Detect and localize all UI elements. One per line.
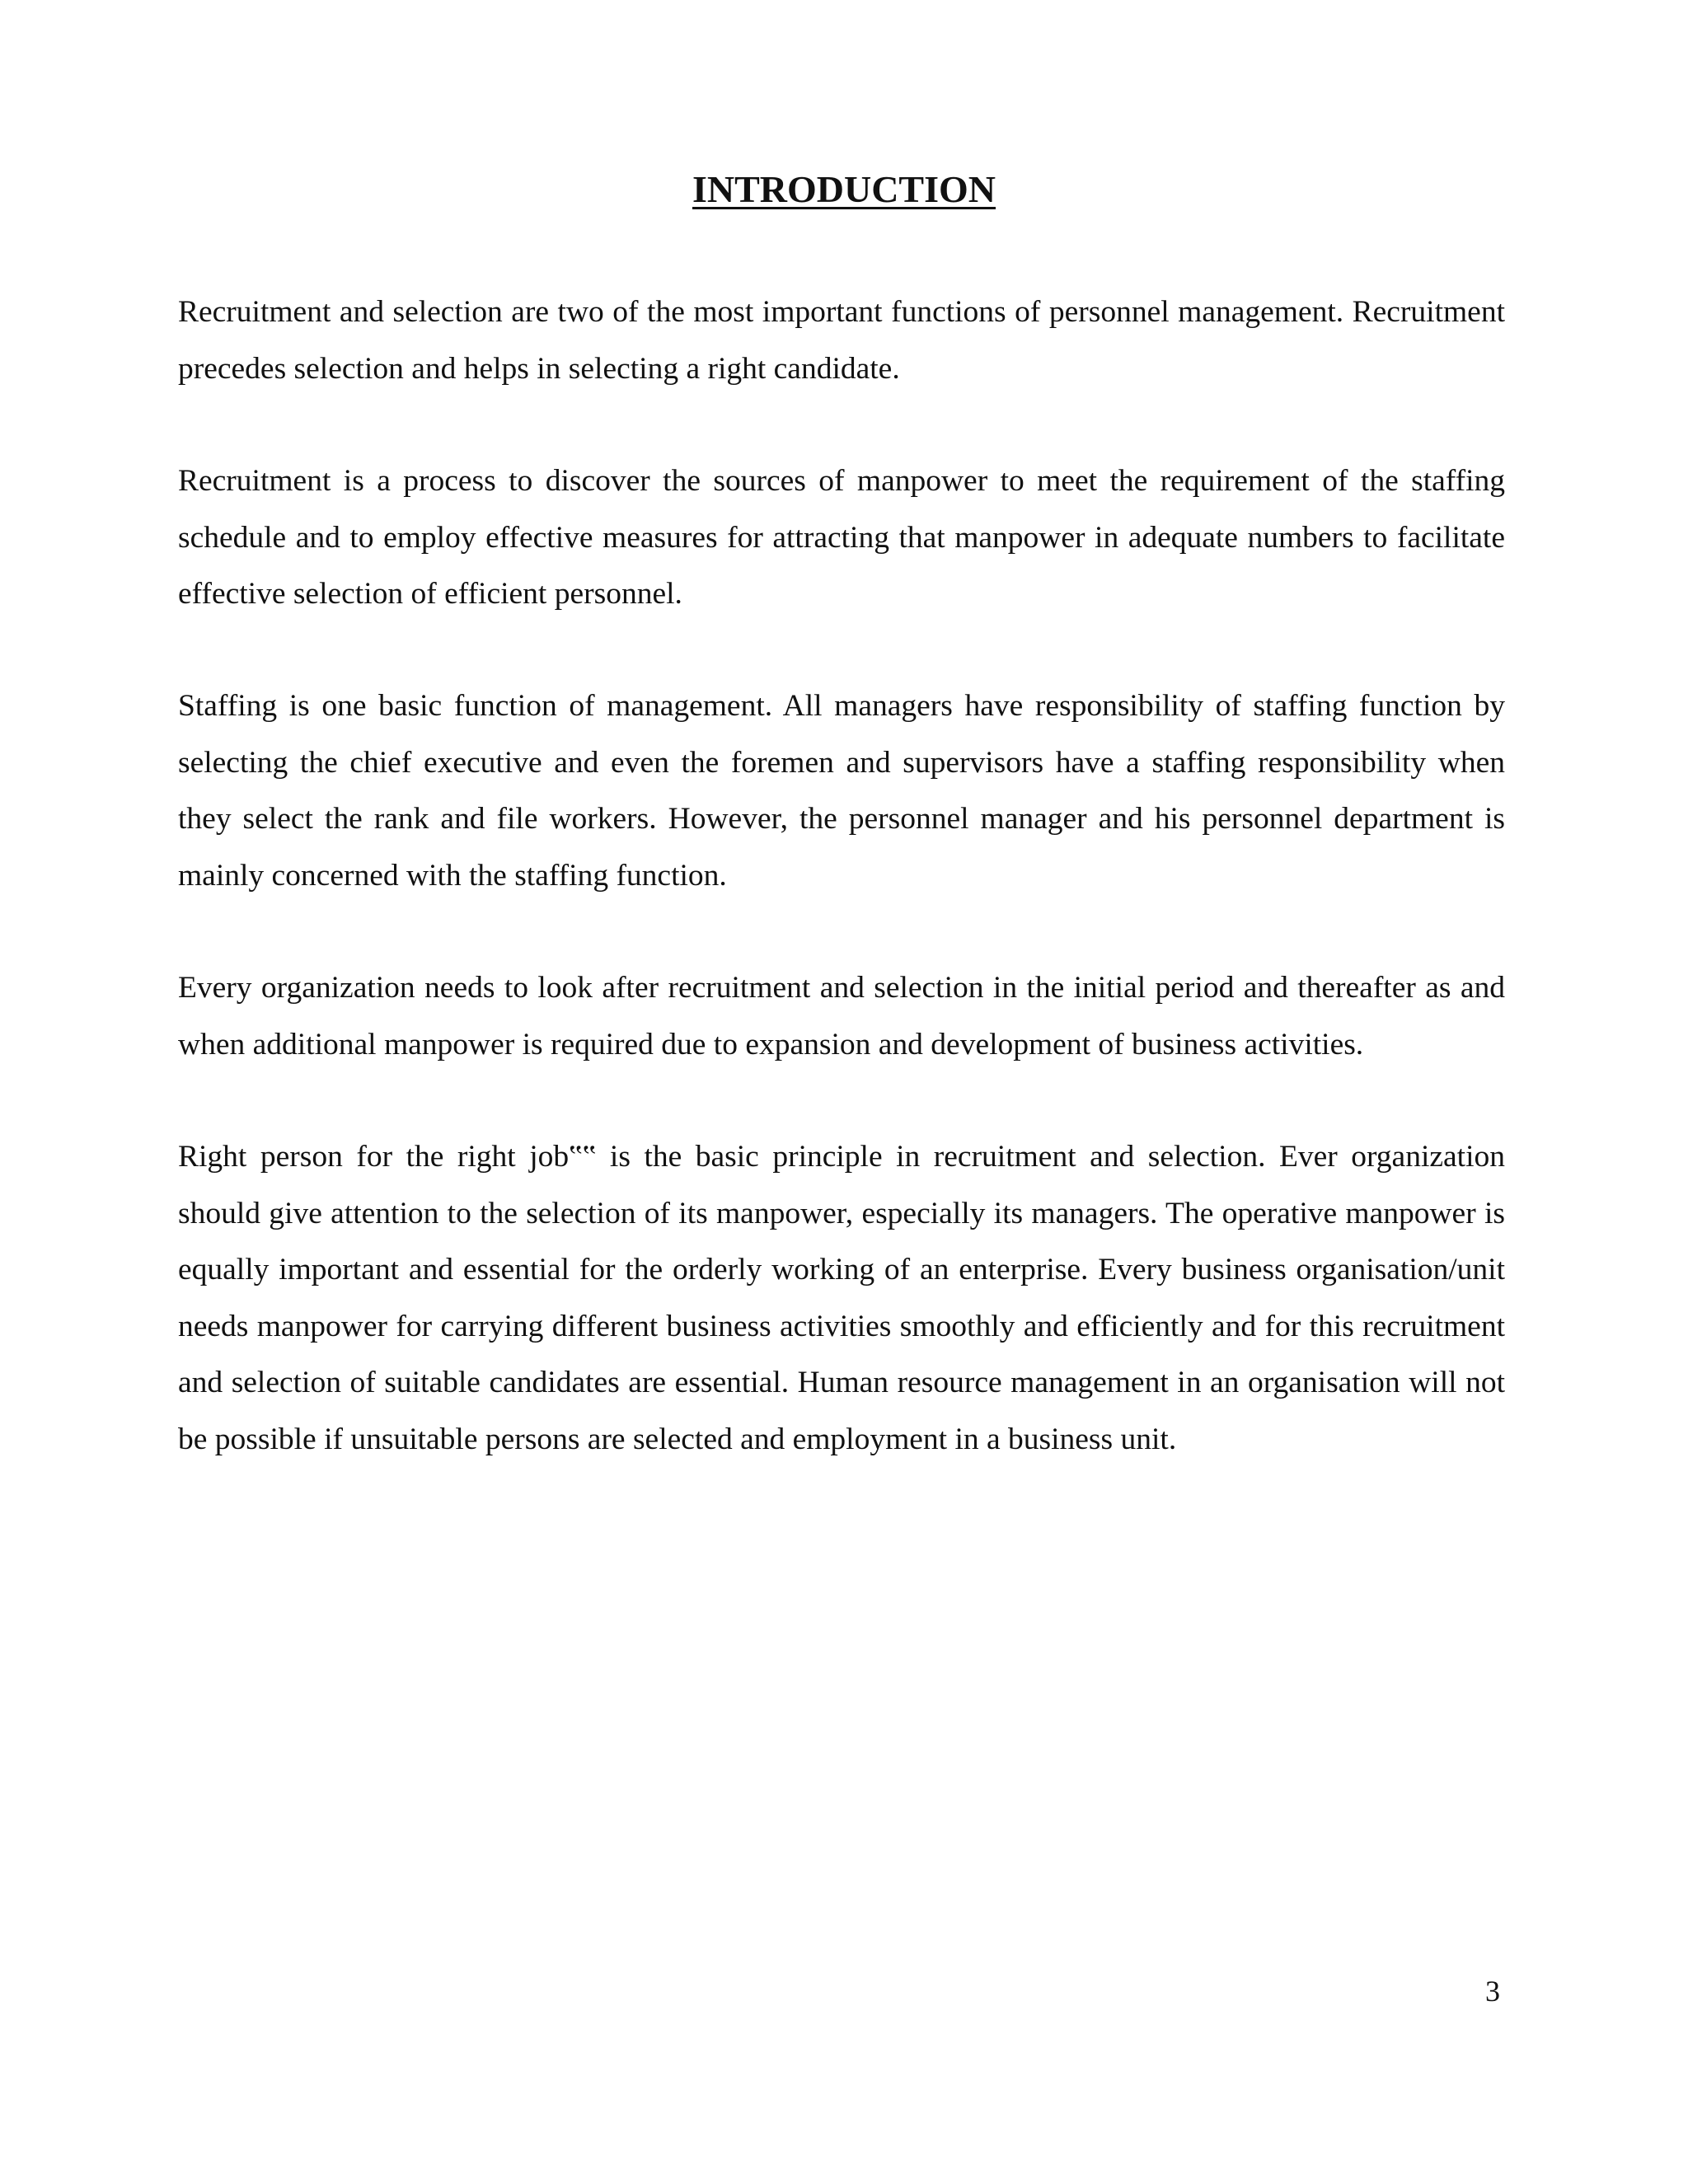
paragraph-4: Every organization needs to look after recruitment and selection in the initial period and thereafter as and when additional manpower is required due to expansion and development of business activities. (178, 971, 1505, 1062)
paragraph-5: Right person for the right job‟‟ is the basic principle in recruitment and selection. Ever organization should give attention to the selection of its manpower, especially its managers. The operative manpower is equally important and essential for the orderly working of an enterprise. Every business organisation/unit needs manpower for carrying different business activities smoothly and efficiently and for this recruitment and selection of suitable candidates are essential. Human resource management in an organisation will not be possible if unsuitable persons are selected and employment in a business unit. (178, 1140, 1505, 1456)
paragraph-3: Staffing is one basic function of management. All managers have responsibility of staffing function by selecting the chief executive and even the foremen and supervisors have a staffing responsibility when they select the rank and file workers. However, the personnel manager and his personnel department is mainly concerned with the staffing function. (178, 689, 1505, 893)
page-number: 3 (1485, 1975, 1500, 2008)
paragraph-2: Recruitment is a process to discover the sources of manpower to meet the requirement of the staffing schedule and to employ effective measures for attracting that manpower in adequate numbers to facilitate effective selection of efficient personnel. (178, 464, 1505, 611)
page-title: INTRODUCTION (692, 168, 996, 210)
paragraph-1: Recruitment and selection are two of the most important functions of personnel management. Recruitment precedes selection and helps in selecting a right candidate. (178, 295, 1505, 386)
